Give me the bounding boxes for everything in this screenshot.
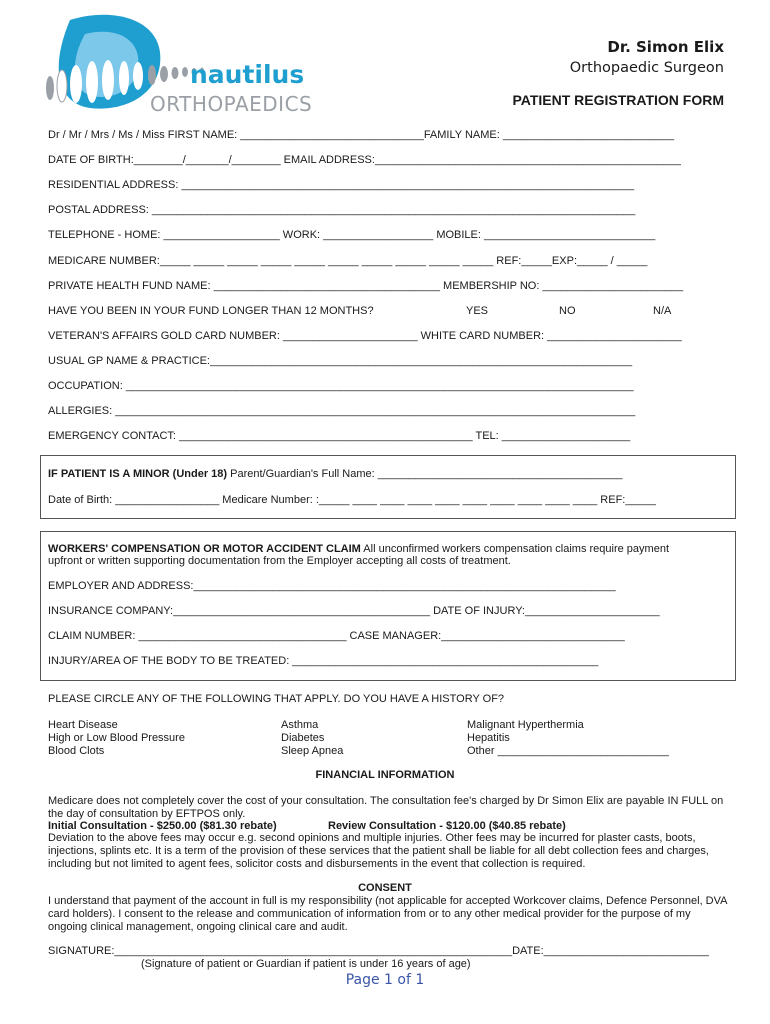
workers-comp-box xyxy=(40,531,736,681)
signature-date-field[interactable]: SIGNATURE:_________________________________________________________________DATE:___________________________ xyxy=(48,945,709,957)
allergies-field[interactable]: ALLERGIES: _____________________________________________________________________________________ xyxy=(48,405,636,417)
history-col-1 xyxy=(48,719,185,758)
history-col-3 xyxy=(467,719,669,758)
history-item[interactable]: Asthma xyxy=(281,719,319,731)
history-item[interactable]: Malignant Hyperthermia xyxy=(467,719,584,731)
history-item[interactable]: Sleep Apnea xyxy=(281,745,344,757)
history-item[interactable]: Heart Disease xyxy=(48,719,118,731)
minor-box xyxy=(40,455,736,519)
review-consultation-fee: Review Consultation - $120.00 ($40.85 rebate) xyxy=(328,820,566,832)
financial-heading: FINANCIAL INFORMATION xyxy=(315,769,455,781)
minor-guardian-field[interactable] xyxy=(48,468,622,480)
logo-subtitle: ORTHOPAEDICS xyxy=(150,92,313,116)
history-item[interactable]: Other ____________________________ xyxy=(467,745,669,757)
doctor-title: Orthopaedic Surgeon xyxy=(569,60,724,76)
name-field[interactable]: Dr / Mr / Mrs / Ms / Miss FIRST NAME: ______________________________FAMILY NAME: ____________________________ xyxy=(48,129,675,141)
residential-address-field[interactable]: RESIDENTIAL ADDRESS: __________________________________________________________________________ xyxy=(48,179,635,191)
history-col-2 xyxy=(281,719,343,758)
health-fund-field[interactable]: PRIVATE HEALTH FUND NAME: _____________________________________ MEMBERSHIP NO: _______________________ xyxy=(48,280,684,292)
history-item[interactable]: Hepatitis xyxy=(467,732,510,744)
form-title: PATIENT REGISTRATION FORM xyxy=(512,92,724,108)
veteran-card-field[interactable]: VETERAN'S AFFAIRS GOLD CARD NUMBER: ______________________ WHITE CARD NUMBER: ______________________ xyxy=(48,330,682,342)
signature-note: (Signature of patient or Guardian if patient is under 16 years of age) xyxy=(141,958,471,970)
dob-email-field[interactable]: DATE OF BIRTH:________/_______/________ EMAIL ADDRESS:__________________________________________________ xyxy=(48,154,681,166)
minor-dob-medicare-field[interactable]: Date of Birth: _________________ Medicare Number: :_____ ____ ____ ____ ____ ____ ____ ____ ____ ____ REF:_____ xyxy=(48,494,656,506)
fund-na-option[interactable]: N/A xyxy=(653,305,672,317)
fund-yes-option[interactable]: YES xyxy=(466,305,489,317)
medicare-field[interactable]: MEDICARE NUMBER:_____ _____ _____ _____ _____ _____ _____ _____ _____ _____ REF:_____EXP:_____ / _____ xyxy=(48,255,648,267)
workers-comp-note-2: upfront or written supporting documentation from the Employer accepting all costs of treatment. xyxy=(48,555,511,567)
nautilus-logo xyxy=(30,12,330,122)
claim-number-field[interactable]: CLAIM NUMBER: __________________________________ CASE MANAGER:______________________________ xyxy=(48,630,625,642)
logo-word: nautilus xyxy=(190,60,305,89)
workers-comp-heading: WORKERS' COMPENSATION OR MOTOR ACCIDENT CLAIM xyxy=(48,543,361,555)
doctor-name: Dr. Simon Elix xyxy=(607,38,724,56)
history-item[interactable]: High or Low Blood Pressure xyxy=(48,732,185,744)
postal-address-field[interactable]: POSTAL ADDRESS: _______________________________________________________________________________ xyxy=(48,204,636,216)
emergency-contact-field[interactable]: EMERGENCY CONTACT: ________________________________________________ TEL: _____________________ xyxy=(48,430,631,442)
consent-text: I understand that payment of the account in full is my responsibility (not applicable for accepted Workcover claims, Defence Personnel, DVA card holders). I consent to the release and communication of information from or to any other medical provider for the purpose of my ongoing clinical management, ongoing clinical care and audit. xyxy=(48,895,727,933)
financial-paragraph-2: Deviation to the above fees may occur e.g. second opinions and multiple injuries. Other fees may be incurred for plaster casts, boots, injections, splints etc. It is a term of the provision of these services that the patient shall be liable for all debt collection fees and charges, including but not limited to agent fees, solicitor costs and disbursements in the event that collection is required. xyxy=(48,832,709,870)
history-item[interactable]: Blood Clots xyxy=(48,745,105,757)
fund-no-option[interactable]: NO xyxy=(559,305,576,317)
consent-heading: CONSENT xyxy=(358,882,412,894)
gp-field[interactable]: USUAL GP NAME & PRACTICE:_____________________________________________________________________ xyxy=(48,355,633,367)
initial-consultation-fee: Initial Consultation - $250.00 ($81.30 rebate) xyxy=(48,820,277,832)
workers-comp-intro xyxy=(48,543,669,555)
minor-heading: IF PATIENT IS A MINOR (Under 18) xyxy=(48,468,228,480)
employer-field[interactable]: EMPLOYER AND ADDRESS:_____________________________________________________________________ xyxy=(48,580,616,592)
insurance-field[interactable]: INSURANCE COMPANY:__________________________________________ DATE OF INJURY:______________________ xyxy=(48,605,660,617)
history-heading: PLEASE CIRCLE ANY OF THE FOLLOWING THAT APPLY. DO YOU HAVE A HISTORY OF? xyxy=(48,693,505,705)
occupation-field[interactable]: OCCUPATION: ___________________________________________________________________________________ xyxy=(48,380,634,392)
minor-guardian-label: Parent/Guardian's Full Name: ________________________________________ xyxy=(227,468,623,480)
financial-paragraph-1: Medicare does not completely cover the cost of your consultation. The consultation fee's charged by Dr Simon Elix are payable IN FULL on the day of consultation by EFTPOS only. xyxy=(48,795,724,820)
injury-area-field[interactable]: INJURY/AREA OF THE BODY TO BE TREATED: __________________________________________________ xyxy=(48,655,599,667)
page-number: Page 1 of 1 xyxy=(345,972,425,988)
fund-question: HAVE YOU BEEN IN YOUR FUND LONGER THAN 12 MONTHS? xyxy=(48,305,374,317)
workers-comp-note: All unconfirmed workers compensation claims require payment xyxy=(360,543,669,555)
telephone-field[interactable]: TELEPHONE - HOME: ___________________ WORK: __________________ MOBILE: ____________________________ xyxy=(48,229,656,241)
history-item[interactable]: Diabetes xyxy=(281,732,325,744)
